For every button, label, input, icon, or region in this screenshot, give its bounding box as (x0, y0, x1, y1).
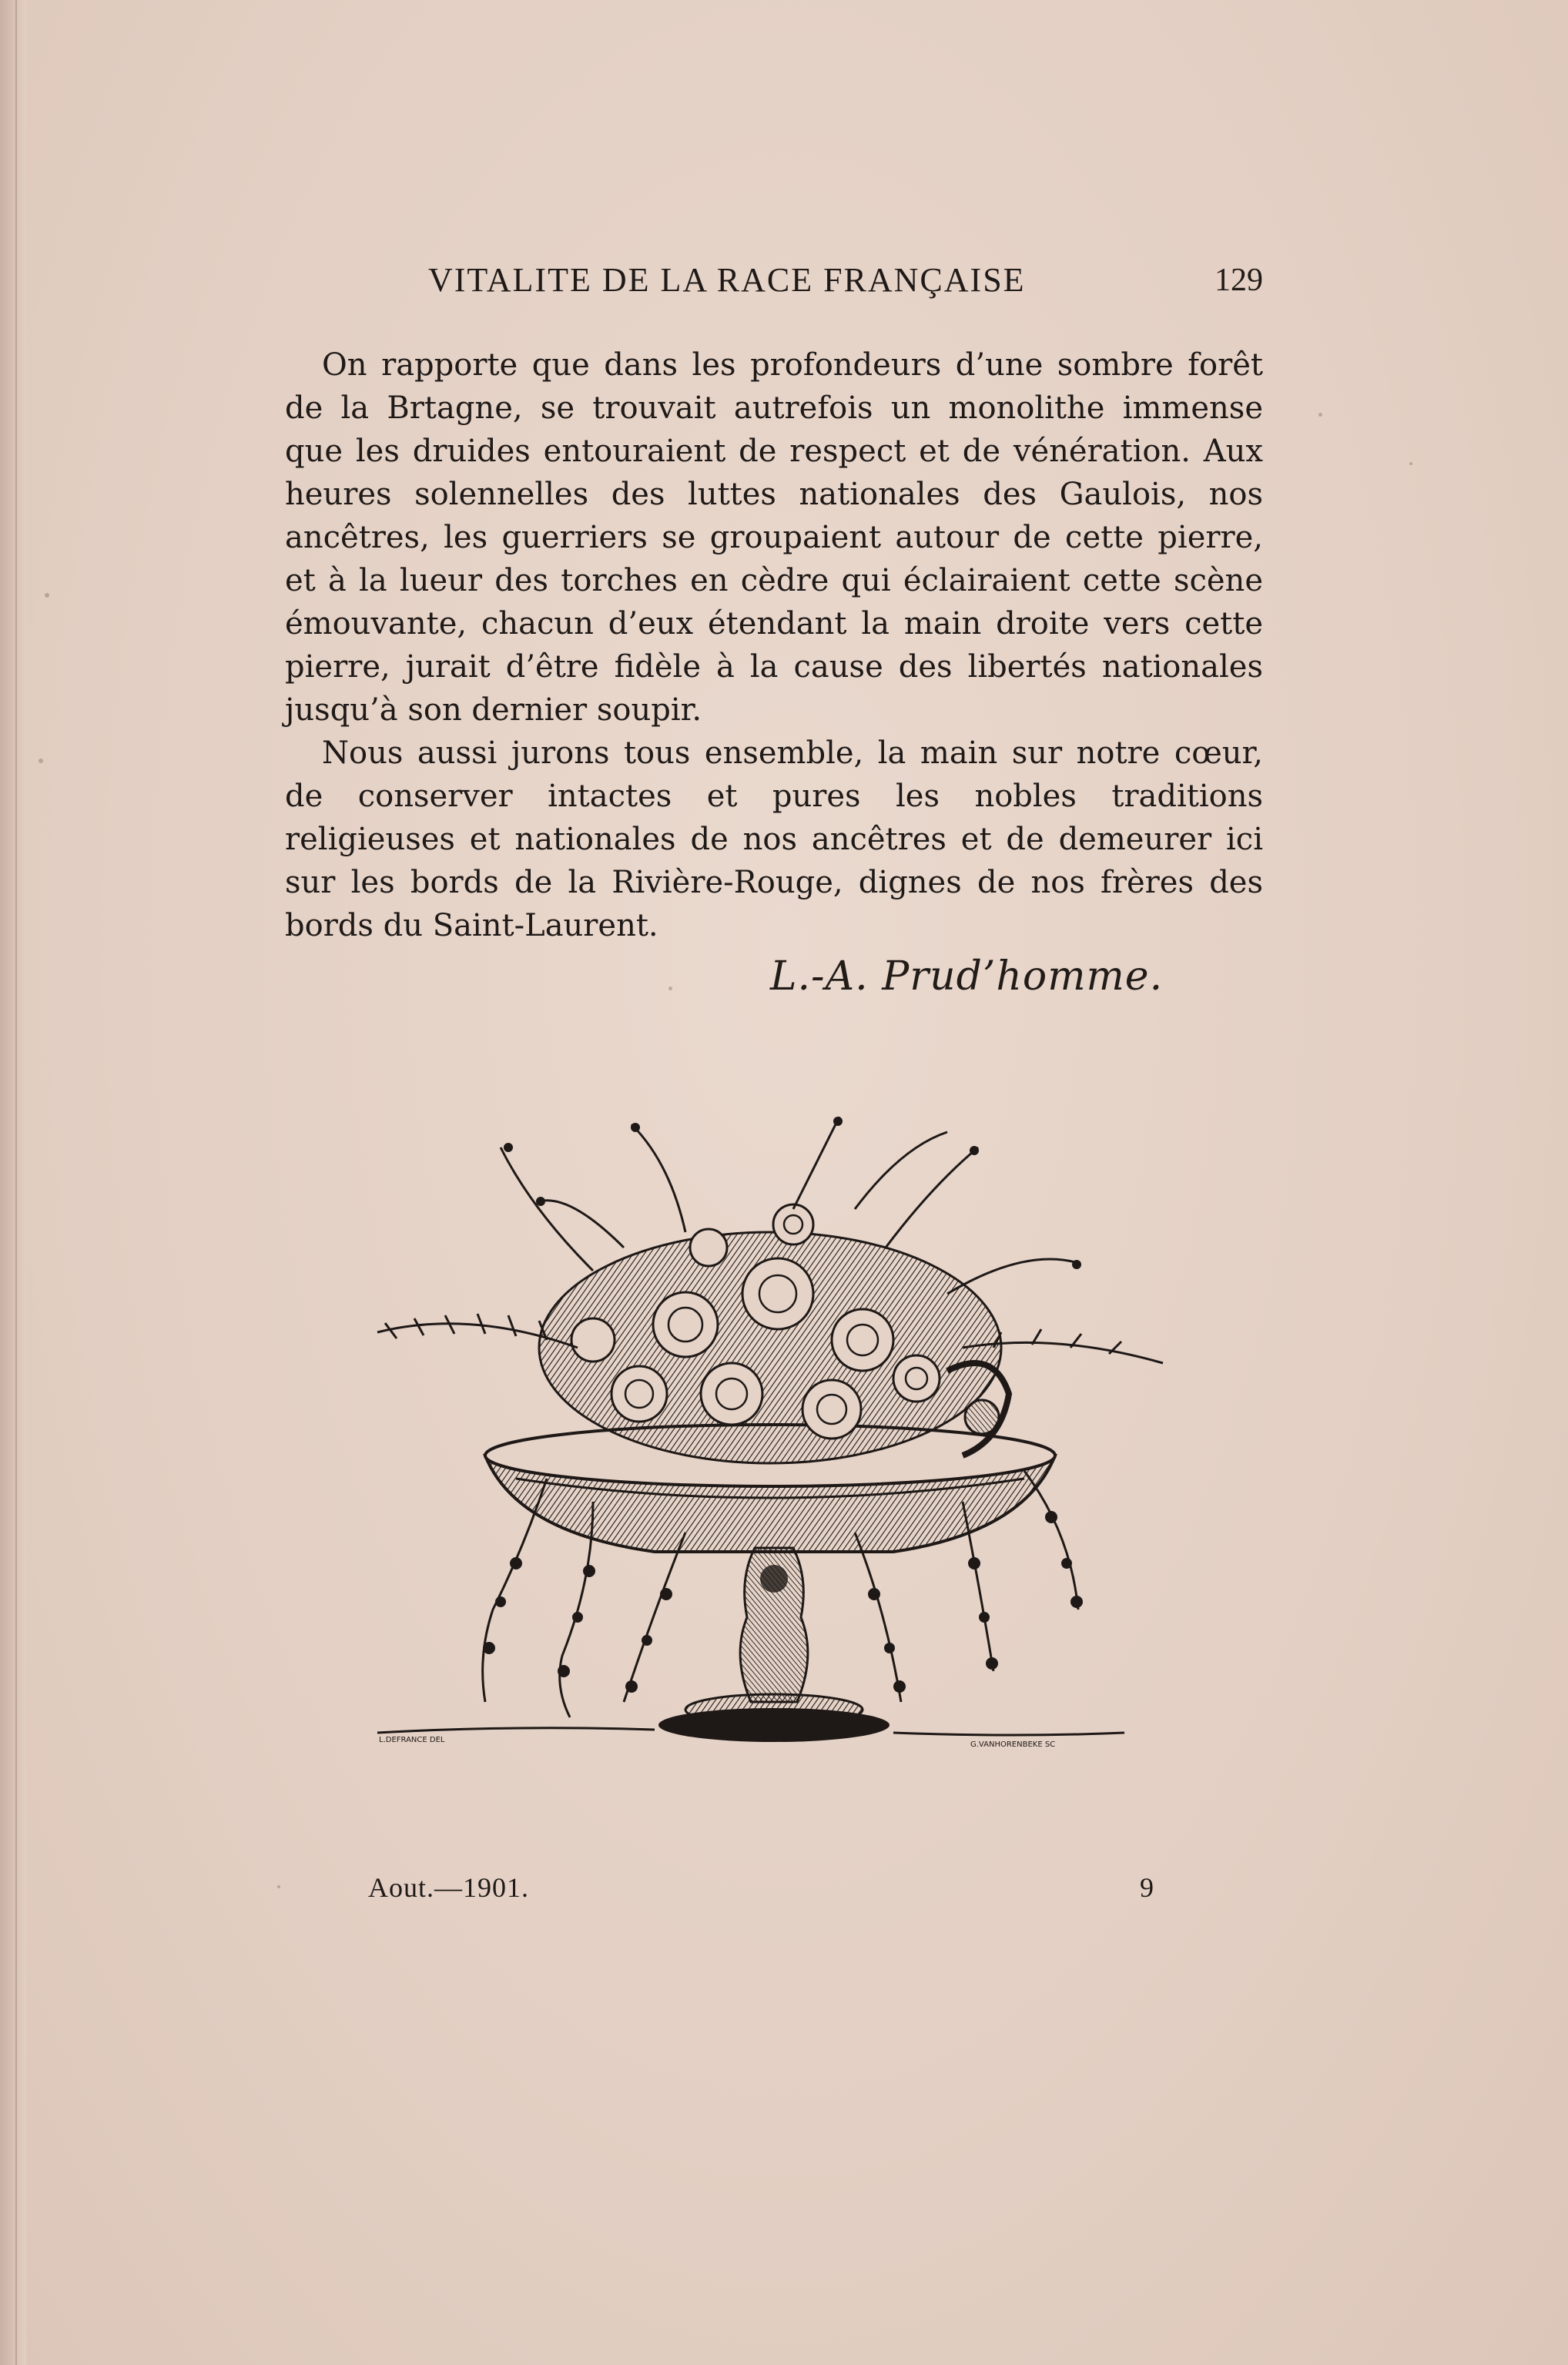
body-text (285, 343, 1263, 947)
flower-basket-engraving-icon (362, 1117, 1186, 1764)
binding-edge (0, 0, 26, 2365)
footer (368, 1871, 1169, 1910)
paper-speck (277, 1885, 280, 1888)
running-head-title: VITALITE DE LA RACE FRANÇAISE (428, 261, 1026, 299)
svg-text:L.DEFRANCE DEL: L.DEFRANCE DEL (379, 1736, 445, 1744)
binding-line (15, 0, 17, 2365)
paper-speck (1318, 413, 1322, 417)
paragraph: Nous aussi jurons tous ensemble, la main sur notre cœur, de conserver intactes et pures les nobles traditions religieuses et nationales de nos ancêtres et de demeurer ici sur les bords de la Rivière-Rouge, dignes de nos frères des bords du Saint-Laurent. (285, 735, 1263, 943)
paper-speck (1409, 462, 1412, 465)
running-head (285, 260, 1286, 307)
page-number: 129 (1215, 263, 1263, 298)
paper-speck (45, 593, 49, 598)
paper-speck (668, 987, 672, 990)
footer-signature-mark: 9 (1140, 1872, 1154, 1903)
svg-text:G.VANHORENBEKE SC: G.VANHORENBEKE SC (970, 1740, 1056, 1749)
author-signature: L.-A. Prud’homme. (770, 953, 1164, 1000)
paragraph: On rapporte que dans les profondeurs d’une sombre forêt de la Brtagne, se trouvait autrefois un monolithe immense que les druides entouraient de respect et de vénération. Aux heures solennelles des luttes nationales des Gaulois, nos ancêtres, les guerriers se groupaient autour de cette pierre, et à la lueur des torches en cèdre qui éclairaient cette scène émouvante, chacun d’eux étendant la main droite vers cette pierre, jurait d’être fidèle à la cause des libertés nationales jusqu’à son dernier soupir. (285, 347, 1263, 728)
footer-date: Aout.—1901. (368, 1872, 529, 1903)
paper-speck (39, 759, 43, 763)
